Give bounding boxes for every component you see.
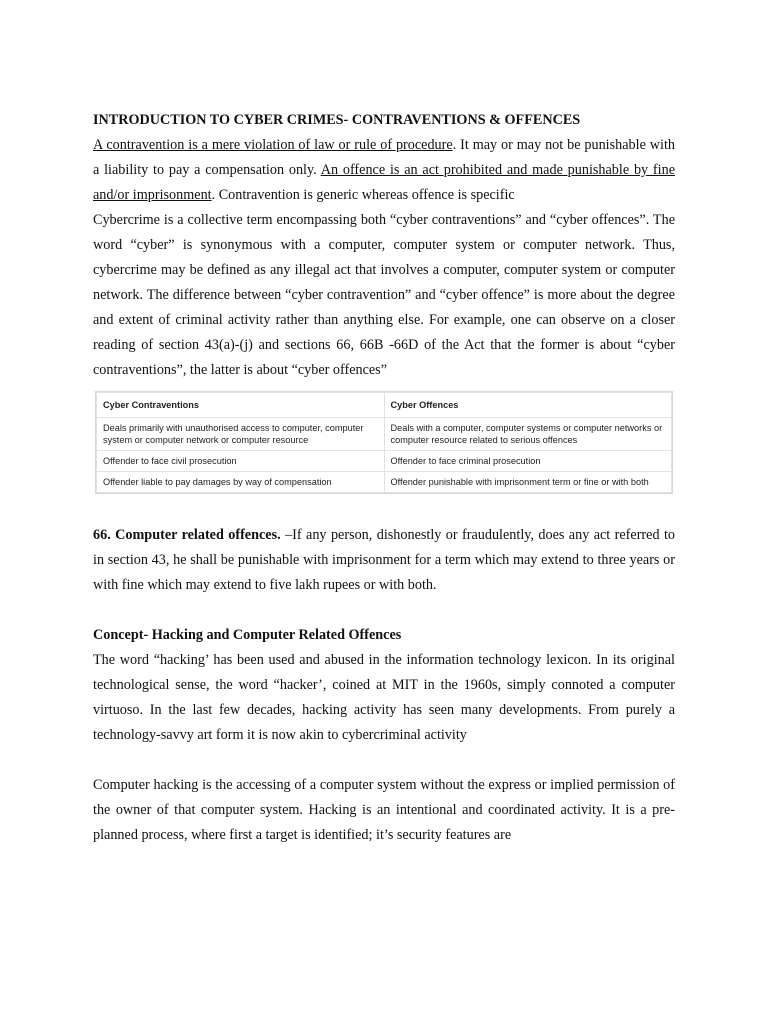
contravention-text-1: . It may or may not be punishable with a liability to pay a compensation only. xyxy=(93,137,675,178)
table-header-contraventions: Cyber Contraventions xyxy=(97,393,385,418)
table-header-row xyxy=(97,393,672,418)
table-header-offences: Cyber Offences xyxy=(384,393,672,418)
spacer xyxy=(93,494,675,523)
table-cell: Offender to face civil prosecution xyxy=(97,451,385,472)
comparison-table-container xyxy=(95,391,673,494)
paragraph-contravention-definition xyxy=(93,133,675,208)
document-page xyxy=(93,108,675,848)
document-title: INTRODUCTION TO CYBER CRIMES- CONTRAVENTIONS & OFFENCES xyxy=(93,112,581,128)
offence-definition-underlined: An offence is an act prohibited and made punishable by fine and/or imprisonment xyxy=(93,162,675,203)
paragraph-cybercrime: Cybercrime is a collective term encompassing both “cyber contraventions” and “cyber offences”. The word “cyber” is synonymous with a computer, computer system or computer network. Thus, cybercrime may be defined as any illegal act that involves a computer, computer system or computer network. The difference between “cyber contravention” and “cyber offence” is more about the degree and extent of criminal activity rather than anything else. For example, one can observe on a closer reading of section 43(a)-(j) and sections 66, 66B -66D of the Act that the former is about “cyber contraventions”, the latter is about “cyber offences” xyxy=(93,212,675,378)
paragraph-section-66 xyxy=(93,523,675,598)
paragraph-hacking-origin: The word “hacking’ has been used and abused in the information technology lexicon. In its original technological sense, the word “hacker’, coined at MIT in the 1960s, simply connoted a computer virtuoso. In the last few decades, hacking activity has seen many developments. From purely a technology-savvy art form it is now akin to cybercriminal activity xyxy=(93,652,675,743)
comparison-table xyxy=(96,392,672,493)
table-row xyxy=(97,472,672,493)
table-cell: Offender liable to pay damages by way of compensation xyxy=(97,472,385,493)
spacer xyxy=(93,748,675,773)
paragraph-computer-hacking: Computer hacking is the accessing of a computer system without the express or implied permission of the owner of that computer system. Hacking is an intentional and coordinated activity. It is a pre-planned process, where first a target is identified; it’s security features are xyxy=(93,777,675,843)
contravention-text-2: . Contravention is generic whereas offence is specific xyxy=(211,187,515,203)
table-cell: Offender punishable with imprisonment term or fine or with both xyxy=(384,472,672,493)
table-cell: Deals primarily with unauthorised access to computer, computer system or computer network or computer resource xyxy=(97,418,385,451)
table-cell: Deals with a computer, computer systems or computer networks or computer resource related to serious offences xyxy=(384,418,672,451)
table-cell: Offender to face criminal prosecution xyxy=(384,451,672,472)
spacer xyxy=(93,598,675,623)
section-66-text: –If any person, dishonestly or fraudulently, does any act referred to in section 43, he shall be punishable with imprisonment for a term which may extend to three years or with fine which may extend to five lakh rupees or with both. xyxy=(93,527,675,593)
concept-heading: Concept- Hacking and Computer Related Offences xyxy=(93,627,402,643)
section-66-lead: 66. Computer related offences. xyxy=(93,527,281,543)
table-row xyxy=(97,451,672,472)
table-row xyxy=(97,418,672,451)
contravention-definition-underlined: A contravention is a mere violation of law or rule of procedure xyxy=(93,137,453,153)
